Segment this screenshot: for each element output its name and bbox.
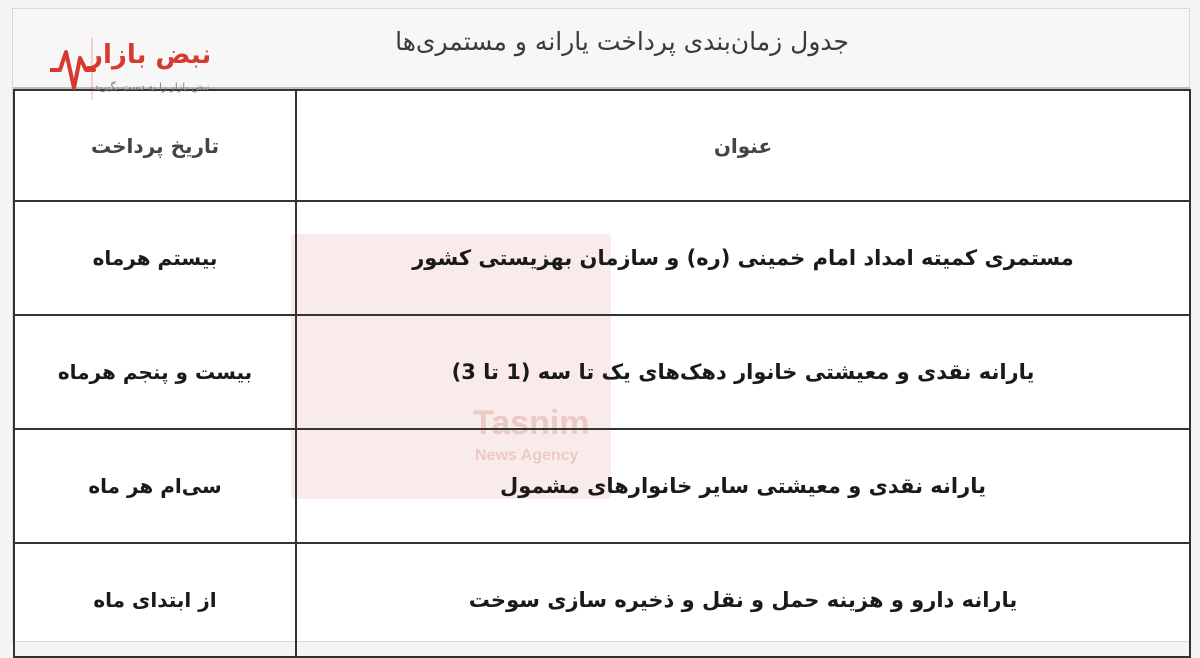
logo-wordmark: نبض بازار [88, 40, 212, 70]
cell-date: سی‌ام هر ماه [14, 429, 296, 543]
cell-title: یارانه نقدی و معیشتی خانوار دهک‌های یک تا سه (1 تا 3) [296, 315, 1190, 429]
watermark-subtext: News Agency [475, 447, 579, 464]
table-row [14, 201, 1190, 315]
cell-title: مستمری کمیته امداد امام خمینی (ره) و سازمان بهزیستی کشور [296, 201, 1190, 315]
table-header-row [14, 90, 1190, 201]
cell-date: بیستم هرماه [14, 201, 296, 315]
cell-title: یارانه نقدی و معیشتی سایر خانوارهای مشمول [296, 429, 1190, 543]
logo-tagline: نبض بازار را به دست بگیرید [94, 82, 210, 93]
table-row [14, 315, 1190, 429]
cell-title: یارانه دارو و هزینه حمل و نقل و ذخیره سازی سوخت [296, 543, 1190, 657]
header-date: تاریخ پرداخت [14, 90, 296, 201]
table-row [14, 543, 1190, 657]
header-title: عنوان [296, 90, 1190, 201]
cell-date: بیست و پنجم هرماه [14, 315, 296, 429]
page-title: جدول زمان‌بندی پرداخت یارانه و مستمری‌ها [395, 27, 849, 56]
cell-date: از ابتدای ماه [14, 543, 296, 657]
payment-schedule-table [13, 89, 1191, 658]
table-row [14, 429, 1190, 543]
watermark-text: Tasnim [473, 404, 590, 442]
